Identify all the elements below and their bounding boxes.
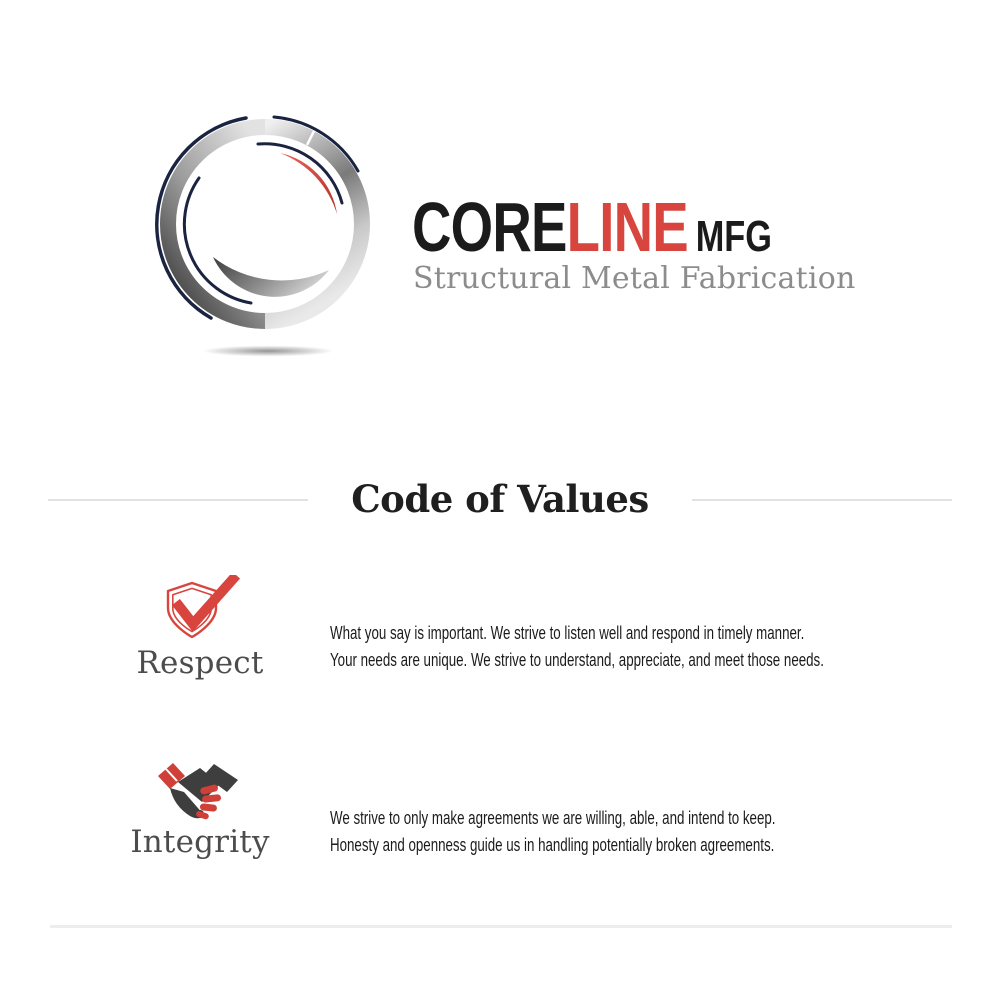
value-text-line: Your needs are unique. We strive to understand, appreciate, and meet those needs. [330,650,824,670]
coreline-logo-icon [143,98,388,363]
brand-suffix: MFG [695,212,772,261]
heading-divider-right [692,499,952,501]
section-title: Code of Values [351,477,649,521]
value-text-integrity [330,805,932,859]
shield-check-icon [162,575,240,647]
value-label-respect: Respect [136,645,264,681]
brand-wordmark [412,188,772,268]
value-text-respect [330,620,997,674]
value-text-line: What you say is important. We strive to listen well and respond in timely manner. [330,623,805,643]
brand-secondary: LINE [566,188,688,266]
value-text-line: Honesty and openness guide us in handling potentially broken agreements. [330,835,775,855]
brand-primary: CORE [412,188,567,266]
value-label-integrity: Integrity [130,824,270,860]
value-text-line: We strive to only make agreements we are willing, able, and intend to keep. [330,808,776,828]
bottom-divider [50,925,952,928]
brand-tagline: Structural Metal Fabrication [413,261,856,296]
handshake-icon [154,758,248,828]
